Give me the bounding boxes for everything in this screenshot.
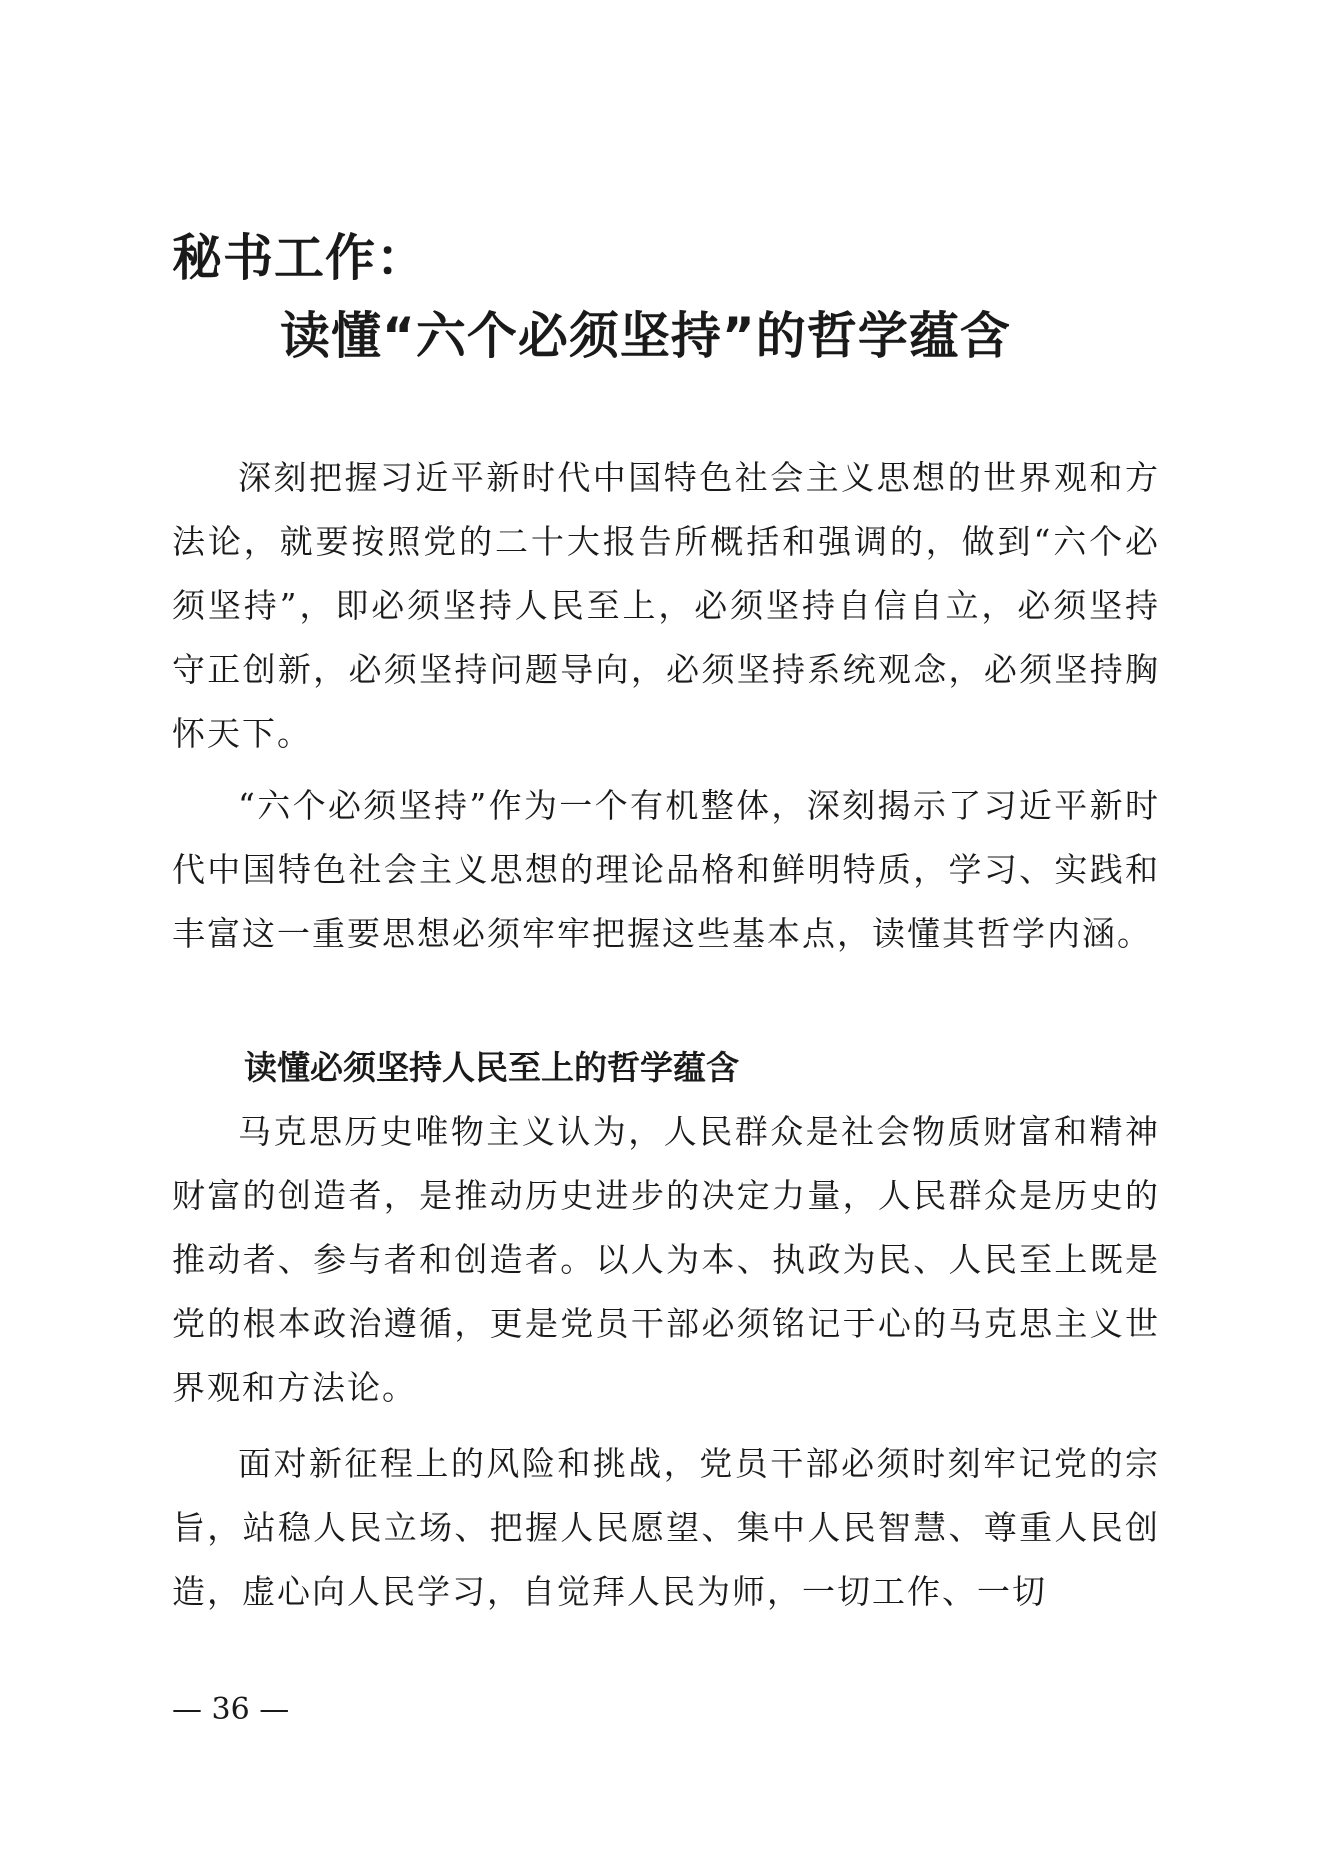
paragraph-4 [172,1432,1160,1624]
page-number: — 36 — [172,1692,290,1727]
paragraph-1-text: 深刻把握习近平新时代中国特色社会主义思想的世界观和方法论，就要按照党的二十大报告所概括和强调的，做到“六个必须坚持”，即必须坚持人民至上，必须坚持自信自立，必须坚持守正创新，必须坚持问题导向，必须坚持系统观念，必须坚持胸怀天下。 [172,458,1160,753]
section-heading: 读懂必须坚持人民至上的哲学蕴含 [244,1048,739,1087]
paragraph-4-text: 面对新征程上的风险和挑战，党员干部必须时刻牢记党的宗旨，站稳人民立场、把握人民愿望、集中人民智慧、尊重人民创造，虚心向人民学习，自觉拜人民为师，一切工作、一切 [172,1444,1160,1611]
paragraph-2 [172,774,1160,966]
paragraph-3 [172,1100,1160,1420]
title-line-1: 秘书工作： [172,229,427,287]
paragraph-3-text: 马克思历史唯物主义认为，人民群众是社会物质财富和精神财富的创造者，是推动历史进步的决定力量，人民群众是历史的推动者、参与者和创造者。以人为本、执政为民、人民至上既是党的根本政治遵循，更是党员干部必须铭记于心的马克思主义世界观和方法论。 [172,1112,1160,1407]
title-line-2: 读懂“六个必须坚持”的哲学蕴含 [280,307,1011,365]
paragraph-2-text: “六个必须坚持”作为一个有机整体，深刻揭示了习近平新时代中国特色社会主义思想的理论品格和鲜明特质，学习、实践和丰富这一重要思想必须牢牢把握这些基本点，读懂其哲学内涵。 [172,786,1160,953]
paragraph-1 [172,446,1160,766]
